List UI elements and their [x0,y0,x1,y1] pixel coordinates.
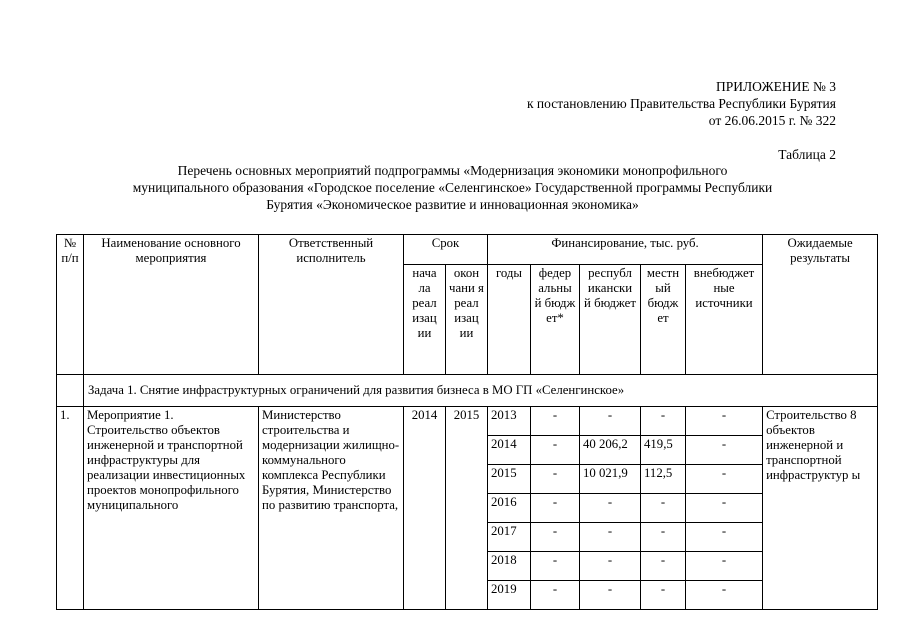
local-cell: - [641,494,686,523]
local-cell: 419,5 [641,436,686,465]
republic-cell: - [580,494,641,523]
local-cell: - [641,552,686,581]
header-results: Ожидаемые результаты [763,235,878,375]
extra-cell: - [686,465,763,494]
year-cell: 2013 [488,407,531,436]
title-line: Перечень основных мероприятий подпрограммы «Модернизация экономики монопрофильного [177,163,728,178]
year-cell: 2017 [488,523,531,552]
year-cell: 2019 [488,581,531,610]
extra-cell: - [686,436,763,465]
extra-cell: - [686,407,763,436]
task-num-cell [57,375,84,407]
header-end: окон чани я реал изац ии [446,265,488,375]
header-years: годы [488,265,531,375]
local-cell: - [641,581,686,610]
header-financing: Финансирование, тыс. руб. [488,235,763,265]
measure-end: 2015 [446,407,488,610]
year-cell: 2015 [488,465,531,494]
header-republic: республ икански й бюджет [580,265,641,375]
federal-cell: - [531,436,580,465]
federal-cell: - [531,407,580,436]
federal-cell: - [531,523,580,552]
header-start: нача ла реал изац ии [404,265,446,375]
extra-cell: - [686,581,763,610]
measure-name: Мероприятие 1. Строительство объектов инженерной и транспортной инфраструктуры для реализации инвестиционных проектов монопрофильного муниципального [84,407,259,610]
measure-start: 2014 [404,407,446,610]
federal-cell: - [531,552,580,581]
year-cell: 2016 [488,494,531,523]
local-cell: - [641,523,686,552]
year-cell: 2018 [488,552,531,581]
header-federal: федер альны й бюдж ет* [531,265,580,375]
appendix-line: от 26.06.2015 г. № 322 [708,113,836,128]
measure-num: 1. [57,407,84,610]
republic-cell: 10 021,9 [580,465,641,494]
extra-cell: - [686,494,763,523]
task-row: Задача 1. Снятие инфраструктурных ограничений для развития бизнеса в МО ГП «Селенгинское» [84,375,878,407]
measures-table [56,234,878,610]
local-cell: - [641,407,686,436]
measure-result: Строительство 8 объектов инженерной и транспортной инфраструктур ы [763,407,878,610]
republic-cell: 40 206,2 [580,436,641,465]
local-cell: 112,5 [641,465,686,494]
header-name: Наименование основного мероприятия [84,235,259,375]
table-number: Таблица 2 [778,147,836,162]
document-title [80,162,825,213]
appendix-block [527,78,836,129]
measure-responsible: Министерство строительства и модернизации жилищно-коммунального комплекса Республики Бурятия, Министерство по развитию транспорта, [259,407,404,610]
federal-cell: - [531,581,580,610]
appendix-line: к постановлению Правительства Республики Бурятия [527,96,836,111]
federal-cell: - [531,494,580,523]
appendix-line: ПРИЛОЖЕНИЕ № 3 [715,79,836,94]
header-local: местн ый бюдж ет [641,265,686,375]
title-line: муниципального образования «Городское поселение «Селенгинское» Государственной программы Республики [132,180,773,195]
extra-cell: - [686,552,763,581]
republic-cell: - [580,523,641,552]
republic-cell: - [580,407,641,436]
republic-cell: - [580,581,641,610]
year-cell: 2014 [488,436,531,465]
header-term: Срок [404,235,488,265]
federal-cell: - [531,465,580,494]
header-responsible: Ответственный исполнитель [259,235,404,375]
title-line: Бурятия «Экономическое развитие и инновационная экономика» [266,197,639,212]
republic-cell: - [580,552,641,581]
extra-cell: - [686,523,763,552]
header-extra: внебюджет ные источники [686,265,763,375]
header-num: № п/п [57,235,84,375]
